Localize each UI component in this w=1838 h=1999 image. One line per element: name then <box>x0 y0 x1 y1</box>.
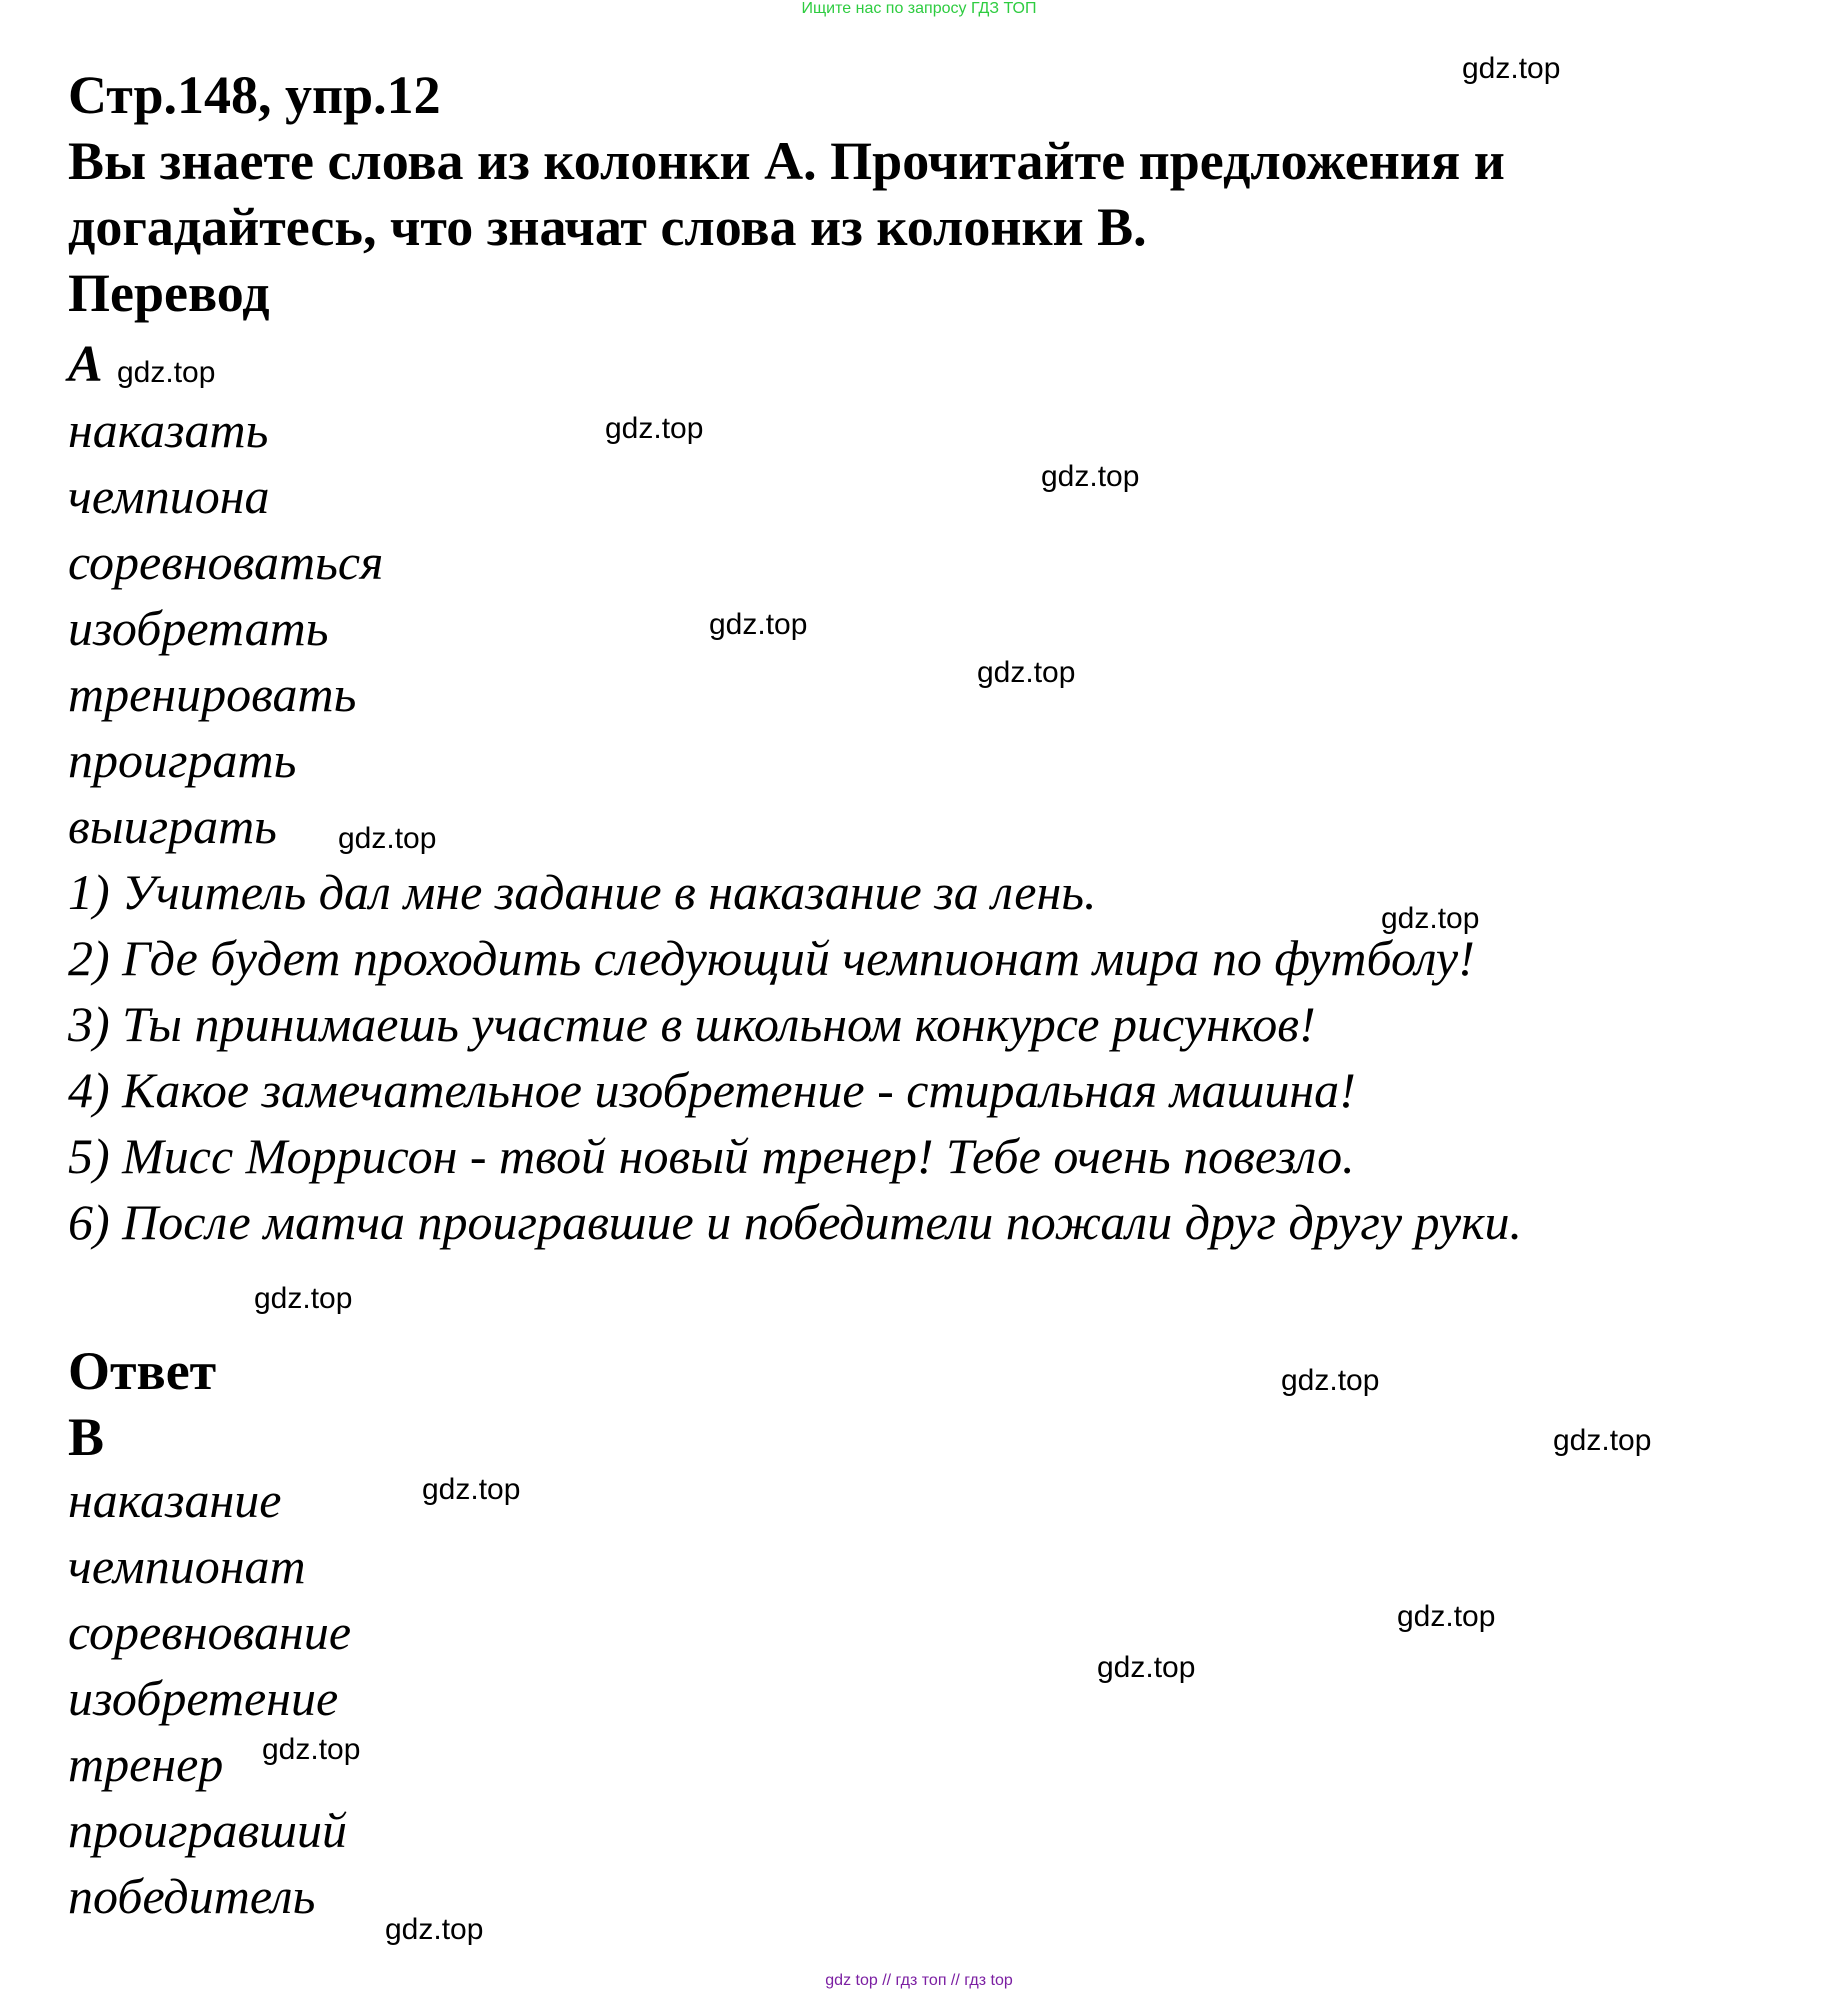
column-a-word: выиграть <box>68 798 277 854</box>
sentence: 5) Мисс Моррисон - твой новый тренер! Тебе очень повезло. <box>68 1128 1355 1184</box>
watermark: gdz.top <box>117 356 216 389</box>
watermark: gdz.top <box>1462 52 1561 85</box>
sentence: 6) После матча проигравшие и победители пожали друг другу руки. <box>68 1194 1522 1250</box>
exercise-title: Стр.148, упр.12 <box>68 65 441 125</box>
watermark: gdz.top <box>1397 1600 1496 1633</box>
watermark: gdz.top <box>605 412 704 445</box>
column-b-word: соревнование <box>68 1604 352 1660</box>
sentence: 1) Учитель дал мне задание в наказание за лень. <box>68 864 1097 920</box>
watermark: gdz.top <box>385 1913 484 1946</box>
column-b-word: изобретение <box>68 1670 339 1726</box>
watermark: gdz.top <box>1553 1424 1652 1457</box>
column-a-word: чемпиона <box>68 468 270 524</box>
top-banner: Ищите нас по запросу ГДЗ ТОП <box>801 0 1037 17</box>
sentence: 4) Какое замечательное изобретение - стиральная машина! <box>68 1062 1356 1118</box>
watermark: gdz.top <box>422 1473 521 1506</box>
watermark: gdz.top <box>1381 902 1480 935</box>
column-a-word: соревноваться <box>68 534 384 590</box>
column-b-word: проигравший <box>68 1802 347 1858</box>
watermark: gdz.top <box>338 822 437 855</box>
column-b-word: чемпионат <box>68 1538 306 1594</box>
watermark: gdz.top <box>1097 1651 1196 1684</box>
bottom-banner: gdz top // гдз топ // гдз top <box>825 1972 1013 1989</box>
column-a-word: тренировать <box>68 666 357 722</box>
sentence: 3) Ты принимаешь участие в школьном конкурсе рисунков! <box>68 996 1316 1052</box>
watermark: gdz.top <box>709 608 808 641</box>
column-b-label: В <box>68 1407 105 1467</box>
column-b-word: победитель <box>68 1868 316 1924</box>
watermark: gdz.top <box>254 1282 353 1315</box>
column-a-word: изобретать <box>68 600 329 656</box>
column-b-word: наказание <box>68 1472 282 1528</box>
sentence: 2) Где будет проходить следующий чемпионат мира по футболу! <box>68 930 1475 986</box>
column-a-word: наказать <box>68 402 269 458</box>
watermark: gdz.top <box>977 656 1076 689</box>
watermark: gdz.top <box>262 1733 361 1766</box>
watermark: gdz.top <box>1041 460 1140 493</box>
watermark: gdz.top <box>1281 1364 1380 1397</box>
column-a-word: проиграть <box>68 732 297 788</box>
instruction-line-1: Вы знаете слова из колонки А. Прочитайте предложения и <box>68 131 1505 191</box>
column-a-label: А <box>68 336 103 393</box>
instruction-line-2: догадайтесь, что значат слова из колонки В. <box>68 197 1147 257</box>
translation-heading: Перевод <box>68 263 270 323</box>
column-b-word: тренер <box>68 1736 224 1792</box>
answer-heading: Ответ <box>68 1341 217 1401</box>
